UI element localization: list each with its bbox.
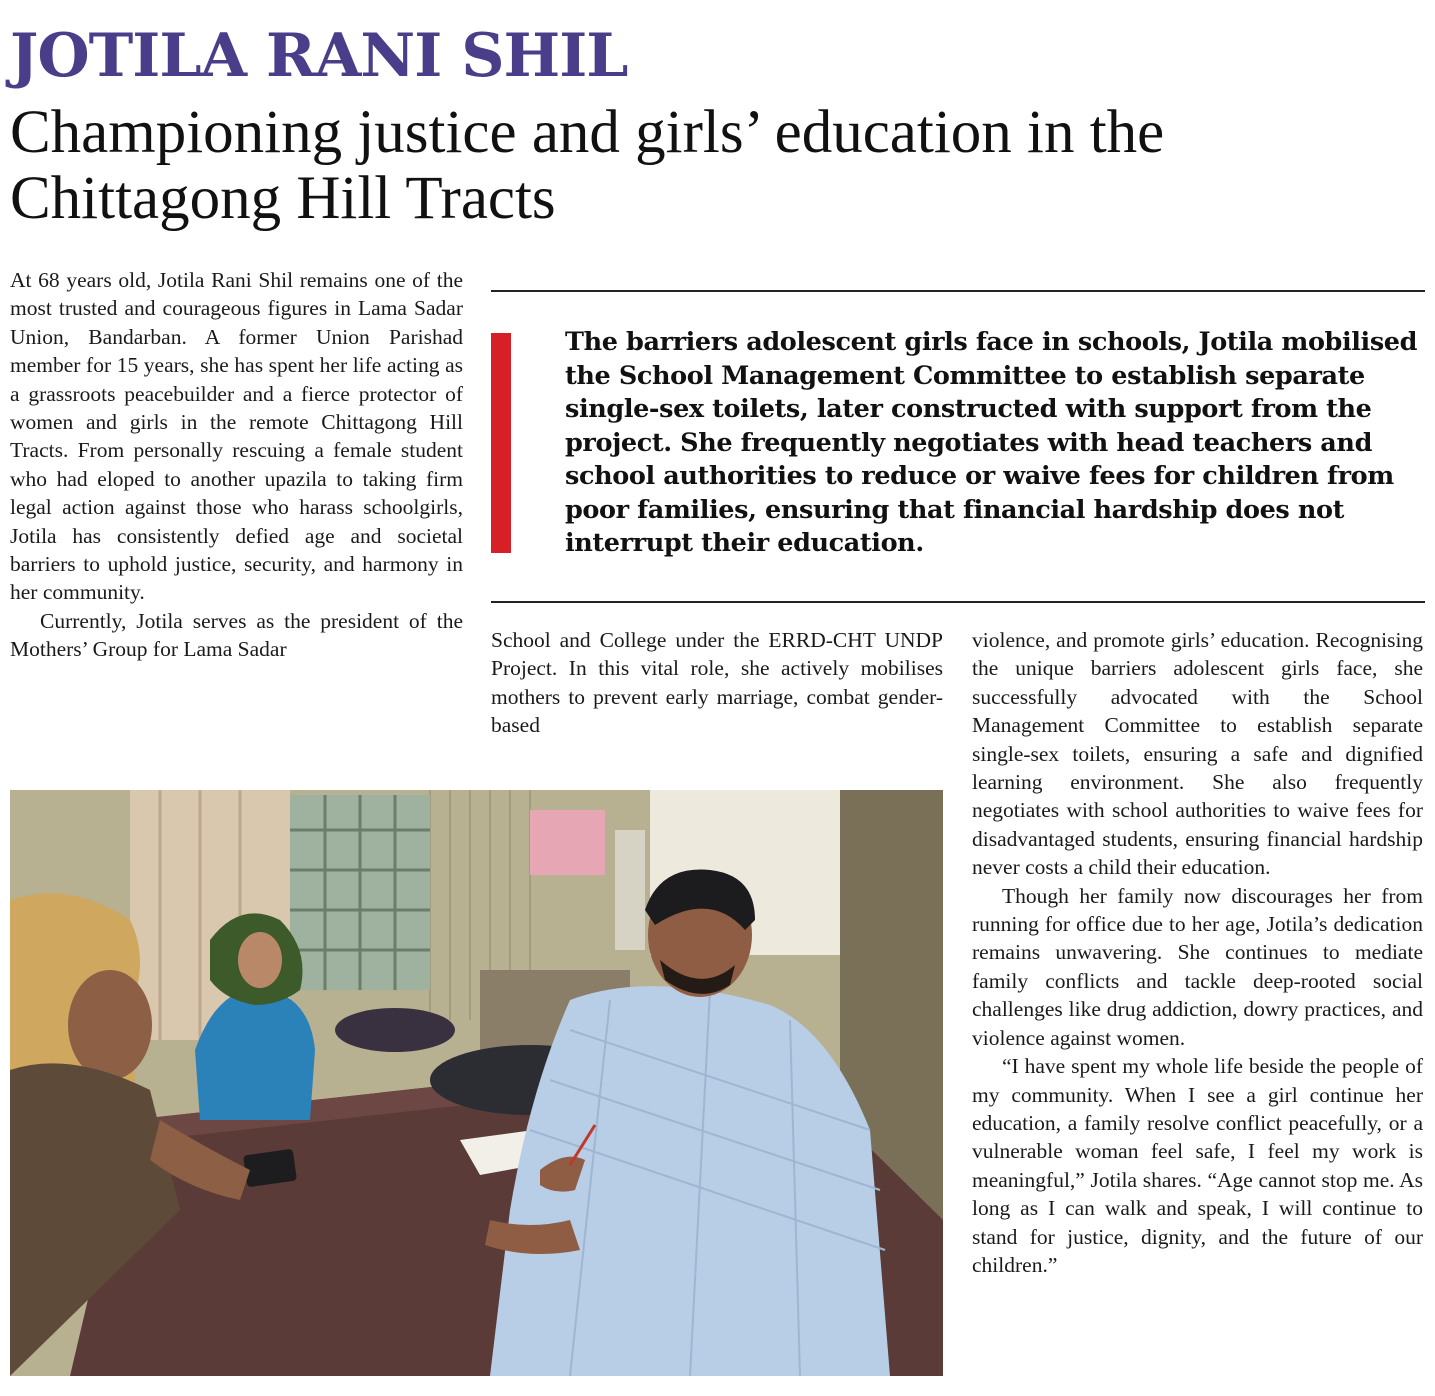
body-paragraph: Currently, Jotila serves as the president of the Mothers’ Group for Lama Sadar — [10, 608, 463, 662]
body-column-3 — [972, 626, 1423, 1386]
article-photo — [10, 790, 943, 1376]
pull-quote-bottom-rule — [491, 601, 1425, 603]
photo-illustration — [10, 790, 943, 1376]
article-kicker: JOTILA RANI SHIL — [10, 21, 628, 91]
body-column-2 — [491, 626, 943, 762]
body-paragraph: At 68 years old, Jotila Rani Shil remains one of the most trusted and courageous figures in Lama Sadar Union, Bandarban. A former Union Parishad member for 15 years, she has spent her life acting as a grassroots peacebuilder and a fierce protector of women and girls in the remote Chittagong Hill Tracts. From personally rescuing a female student who had eloped to another upazila to taking firm legal action against those who harass schoolgirls, Jotila has consistently defied age and societal barriers to uphold justice, security, and harmony in her community. — [10, 268, 463, 605]
article-headline: Championing justice and girls’ education in the Chittagong Hill Tracts — [10, 99, 1165, 232]
body-column-1 — [10, 266, 463, 756]
body-paragraph-quote: “I have spent my whole life beside the people of my community. When I see a girl continue her education, a family resolve conflict peacefully, or a vulnerable woman feel safe, I feel my work is meaningful,” Jotila shares. “Age cannot stop me. As long as I can walk and speak, I will continue to stand for justice, dignity, and the future of our children.” — [972, 1054, 1423, 1277]
body-paragraph-continued: violence, and promote girls’ education. Recognising the unique barriers adolescent girls face, she successfully advocated with the School Management Committee to establish separate single-sex toilets, ensuring a safe and dignified learning environment. She also frequently negotiates with school authorities to waive fees for disadvantaged students, ensuring financial hardship never costs a child their education. — [972, 628, 1423, 880]
body-paragraph-continued: School and College under the ERRD-CHT UNDP Project. In this vital role, she actively mobilises mothers to prevent early marriage, combat gender-based — [491, 628, 943, 738]
pull-quote: The barriers adolescent girls face in schools, Jotila mobilised the School Management Committee to establish separate single-sex toilets, later constructed with support from the project. She frequently negotiates with head teachers and school authorities to reduce or waive fees for children from poor families, ensuring that financial hardship does not interrupt their education. — [565, 327, 1418, 558]
pull-quote-bar — [491, 333, 511, 553]
body-paragraph: Though her family now discourages her from running for office due to her age, Jotila’s dedication remains unwavering. She continues to mediate family conflicts and tackle deep-rooted social challenges like drug addiction, dowry practices, and violence against women. — [972, 883, 1423, 1050]
pull-quote-top-rule — [491, 290, 1425, 292]
